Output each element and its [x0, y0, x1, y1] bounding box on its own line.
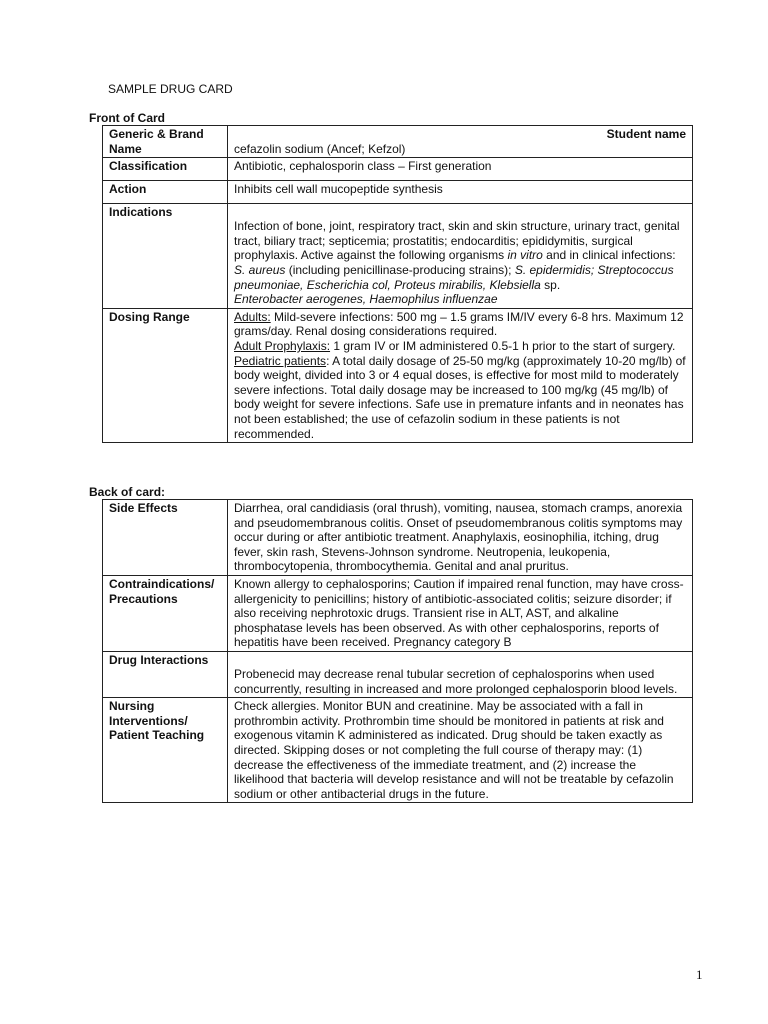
back-of-card-heading: Back of card: — [89, 485, 166, 499]
document-title: SAMPLE DRUG CARD — [108, 82, 233, 96]
back-card-table — [102, 499, 693, 803]
drug-interactions-value: Probenecid may decrease renal tubular secretion of cephalosporins when used concurrently, resulting in increased and more prolonged cephalosporin blood levels. — [234, 666, 678, 696]
side-effects-value: Diarrhea, oral candidiasis (oral thrush), vomiting, nausea, stomach cramps, anorexia and pseudomembranous colitis. Onset of pseudomembranous colitis symptoms may occur during or after antibiotic treatment. Anaphylaxis, eosinophilia, itching, drug fever, skin rash, Stevens-Johnson syndrome. Neutropenia, leukopenia, thrombocytopenia, thrombocythemia. Genital and anal pruritus. — [228, 500, 693, 576]
dosing-prophylaxis-text: 1 gram IV or IM administered 0.5-1 h prior to the start of surgery. — [330, 338, 676, 353]
nursing-value: Check allergies. Monitor BUN and creatinine. May be associated with a fall in prothrombin activity. Prothrombin time should be monitored in patients at risk and exogenous vitamin K administered as indicated. Drug should be taken exactly as directed. Skipping doses or not completing the full course of therapy may: (1) decrease the effectiveness of the immediate treatment, and (2) increase the likelihood that bacteria will develop resistance and will not be treatable by cefazolin sodium or other antibacterial drugs in the future. — [228, 698, 693, 803]
front-of-card-heading: Front of Card — [89, 111, 165, 125]
indications-s-aureus: S. aureus — [234, 262, 286, 277]
indications-text-2: and in clinical infections: — [542, 248, 676, 263]
dosing-prophylaxis — [234, 339, 686, 354]
drug-interactions-row — [103, 651, 693, 697]
dosing-value — [228, 308, 693, 442]
classification-value: Antibiotic, cephalosporin class – First generation — [228, 158, 693, 181]
contraindications-label: Contraindications/ Precautions — [103, 575, 228, 651]
side-effects-row — [103, 500, 693, 576]
dosing-adults-text: Mild-severe infections: 500 mg – 1.5 grams IM/IV every 6-8 hrs. Maximum 12 grams/day. Renal dosing considerations required. — [234, 309, 684, 339]
indications-organisms-2: Enterobacter aerogenes, Haemophilus influenzae — [234, 292, 498, 307]
indications-row — [103, 204, 693, 309]
action-label: Action — [103, 181, 228, 204]
contraindications-row — [103, 575, 693, 651]
action-row — [103, 181, 693, 204]
dosing-prophylaxis-label: Adult Prophylaxis: — [234, 338, 331, 353]
indications-in-vitro: in vitro — [507, 248, 543, 263]
drug-interactions-label: Drug Interactions — [103, 651, 228, 697]
action-value: Inhibits cell wall mucopeptide synthesis — [228, 181, 693, 204]
student-name-label: Student name — [606, 127, 686, 141]
dosing-row — [103, 308, 693, 442]
dosing-pediatric — [234, 354, 686, 442]
classification-row — [103, 158, 693, 181]
indications-text-1: Infection of bone, joint, respiratory tract, skin and skin structure, urinary tract, genital tract, biliary tract; septicemia; prostatitis; endocarditis; epididymitis, surgical prophylaxis. Active against the following organisms — [234, 219, 680, 263]
classification-label: Classification — [103, 158, 228, 181]
drug-interactions-cell — [228, 651, 693, 697]
generic-brand-label: Generic & Brand Name — [103, 126, 228, 158]
page-number: 1 — [696, 967, 703, 982]
contraindications-value: Known allergy to cephalosporins; Caution if impaired renal function, may have cross-allergenicity to penicillins; history of antibiotic-associated colitis; seizure disorder; if also receiving nephrotoxic drugs. Transient rise in ALT, AST, and alkaline phosphatase levels has been observed. As with other cephalosporins, reports of hepatitis have been received. Pregnancy category B — [228, 575, 693, 651]
dosing-adults — [234, 310, 686, 339]
generic-brand-value: cefazolin sodium (Ancef; Kefzol) — [234, 141, 406, 156]
indications-text-3: (including penicillinase-producing strains); — [285, 262, 515, 277]
indications-organisms: S. epidermidis; Streptococcus pneumoniae, Escherichia col, Proteus mirabilis, Klebsiella — [234, 262, 674, 292]
dosing-pediatric-text: : A total daily dosage of 25-50 mg/kg (approximately 10-20 mg/lb) of body weight, divided into 3 or 4 equal doses, is effective for most mild to moderately severe infections. Total daily dosage may be increased to 100 mg/kg (45 mg/lb) of body weight for severe infections. Safe use in premature infants and in neonates has not been established; the use of cefazolin sodium in these patients is not recommended. — [234, 353, 686, 441]
indications-value — [228, 204, 693, 309]
nursing-row — [103, 698, 693, 803]
nursing-label: Nursing Interventions/ Patient Teaching — [103, 698, 228, 803]
front-card-table — [102, 125, 693, 443]
dosing-adults-label: Adults: — [234, 309, 271, 324]
indications-label: Indications — [103, 204, 228, 309]
generic-brand-cell — [228, 126, 693, 158]
dosing-pediatric-label: Pediatric patients — [234, 353, 327, 368]
indications-sp: sp. — [540, 277, 561, 292]
side-effects-label: Side Effects — [103, 500, 228, 576]
dosing-label: Dosing Range — [103, 308, 228, 442]
generic-brand-row — [103, 126, 693, 158]
